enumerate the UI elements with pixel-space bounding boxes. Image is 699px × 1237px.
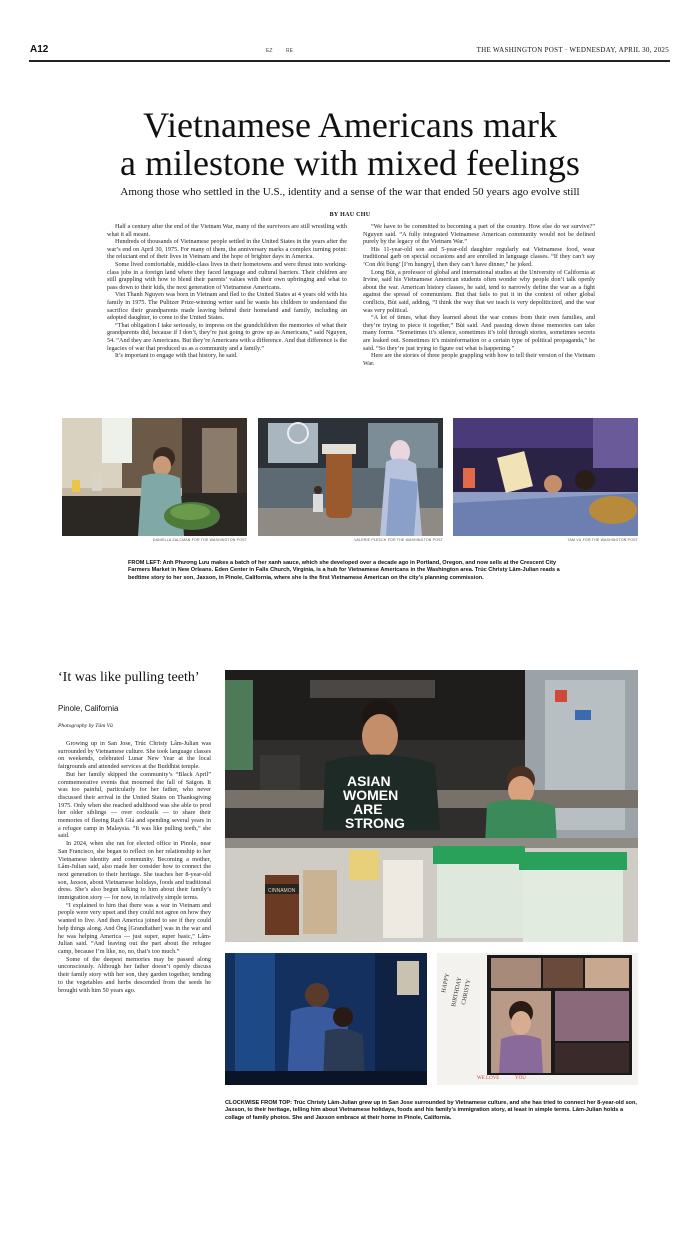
section-photo-credit: Photography by Tâm Vũ <box>58 723 113 729</box>
section-headline: ‘It was like pulling teeth’ <box>58 670 200 685</box>
byline: BY HAU CHU <box>329 212 371 218</box>
paragraph: But her family skipped the community’s “Black April” commemorative events that mourned the fall of Saigon. It was too painful, particularly for her father, who never discussed their arrival in the United States on Thanksgiving 1975. Only when she reached adulthood was she able to prod her older siblings — over cocktails — to share their memories of fleeing Rạch Giá and spending several years in a refugee camp in Malaysia. “It was like pulling teeth,” she said. <box>58 770 211 840</box>
paragraph: Growing up in San Jose, Trúc Christy Lâm-Julian was surrounded by Vietnamese culture. She took language classes on weekends, celebrated Lunar New Year at the local fairgrounds and attended services at the Buddhist temple. <box>58 740 211 771</box>
card-text: HAPPY <box>441 972 452 994</box>
page-number: A12 <box>30 44 49 55</box>
card-text: CHRISTY <box>461 979 473 1006</box>
photo-bedtime-story <box>453 418 638 536</box>
folio-rule <box>29 60 670 62</box>
article-column-1 <box>107 223 347 360</box>
paragraph: Viet Thanh Nguyen was born in Vietnam and fled to the United States at 4 years old with his family in 1975. The Pulitzer Prize-winning writer said he wants his children to understand the sacrifice their grandparents made leaving behind their homeland and family, including an adopted daughter, to come to the United States. <box>107 291 347 322</box>
headline-line-1: Vietnamese Americans mark <box>143 105 557 145</box>
jar-label: CINNAMON <box>268 888 296 894</box>
card-text: YOU <box>515 1076 526 1081</box>
photo-row-caption: FROM LEFT: Anh Phương Lưu makes a batch of her xanh sauce, which she developed over a decade ago in Portland, Oregon, and now sells at the Crescent City Farmers Market in New Orleans. Eden Center in Falls Church, Virginia, is a hub for Vietnamese Americans in the Washington area. Trúc Christy Lâm-Julian reads a bedtime story to her son, Jaxson, in Pinole, California, where she is the first Vietnamese American on the city’s planning commission. <box>128 560 560 581</box>
apron-text: ARE <box>353 801 383 817</box>
paragraph: Hundreds of thousands of Vietnamese people settled in the United States in the years after the war’s end on April 30, 1975. For many of them, the anniversary marks a complex turning point: the reluctant end of their lives in Vietnam and the hope of brighter days in America. <box>107 238 347 261</box>
paragraph: Some of the deepest memories may be passed along unconsciously. Although her father doesn’t openly discuss their family story with her son, they garden together, tending to the vegetables and herbs descended from the seeds he brought with him 50 years ago. <box>58 955 211 994</box>
photo-kitchen-sauce <box>62 418 247 536</box>
paragraph: It’s important to engage with that history, he said. <box>115 352 238 360</box>
photo-kitchen-family <box>225 670 638 942</box>
edition-mark: EZ <box>266 48 273 54</box>
paragraph: Here are the stories of three people grappling with how to tell their version of the Vietnam War. <box>363 352 595 367</box>
edition-mark: RE <box>286 48 293 54</box>
photo-credit: TAM VU FOR THE WASHINGTON POST <box>567 538 638 542</box>
section-column <box>58 740 211 994</box>
headline-line-2: a milestone with mixed feelings <box>120 143 580 183</box>
photo-credit: VALERIE PLESCH FOR THE WASHINGTON POST <box>354 538 443 542</box>
apron-text: ASIAN <box>347 773 391 789</box>
photo-family-collage <box>437 953 638 1085</box>
dek: Among those who settled in the U.S., identity and a sense of the war that ended 50 years ago evolve still <box>120 186 580 198</box>
apron-text: STRONG <box>345 815 405 831</box>
paragraph: His 11-year-old son and 5-year-old daughter regularly eat Vietnamese food, wear traditional garb on special occasions and are enrolled in language classes. “If they can’t say ‘Con đói bụng’ [I’m hungry], then they can’t have dinner,” he joked. <box>363 245 595 268</box>
paragraph: “A lot of times, what they learned about the war comes from their own families, and they’re trying to piece it together,” Bùi said. And passing down those memories can take many forms. “Sometimes it’s silence, sometimes it’s told through stories, sometimes secrets are leaked out. Sometimes it’s misinformation or a certain type of political propaganda,” he said. “So they’re just trying to figure out what is happening.” <box>363 314 595 352</box>
card-text: BIRTHDAY <box>451 976 464 1008</box>
masthead-line: THE WASHINGTON POST · WEDNESDAY, APRIL 30, 2025 <box>476 46 669 54</box>
photo-eden-center <box>258 418 443 536</box>
photo-embrace <box>225 953 427 1085</box>
paragraph: “I explained to him that there was a war in Vietnam and people were very upset and they could not agree on how they wanted to live. And then America joined to see if they could help things along. And Ông [Grandfather] was in the war and he was helping America — just super, super basic,” Lâm-Julian said. “And leaving out the part about the refugee camp, because I’m like, no, no, that’s too much.” <box>58 901 211 955</box>
section-dateline: Pinole, California <box>58 704 119 713</box>
section-caption: CLOCKWISE FROM TOP: Trúc Christy Lâm-Julian grew up in San Jose surrounded by Vietnamese culture, and she has tried to connect her 8-year-old son, Jaxson, to their heritage, telling him about Vietnamese holidays, foods and his family’s immigration story, at least in simple terms. Lâm-Julian holds a collage of family photos. She and Jaxson embrace at their home in Pinole, California. <box>225 1100 637 1121</box>
headline <box>90 106 610 182</box>
card-text: WE LOVE <box>477 1076 500 1081</box>
paragraph: “We have to be committed to becoming a part of the country. How else do we survive?” Nguyen said. “A fully integrated Vietnamese American community would not be defined purely by the legacy of the Vietnam War.” <box>363 223 595 246</box>
photo-credit: DANIELLA ZALCMAN FOR THE WASHINGTON POST <box>152 538 247 542</box>
paragraph: “That obligation I take seriously, to impress on the grandchildren the memories of what their grandparents did, because if I don’t, they’re just going to grow up as Americans,” said Nguyen, 54. “And they are Americans. But they’re Americans with a difference. And that difference is the legacies of war that produced us as a community and a family.” <box>107 321 347 352</box>
paragraph: Half a century after the end of the Vietnam War, many of the survivors are still wrestling with what it all meant. <box>107 223 347 238</box>
paragraph: Long Bùi, a professor of global and international studies at the University of California at Irvine, said his Vietnamese American students often wonder why people don’t talk openly about the war. American history classes, he said, tend to narrowly define the war as a fight against the spread of communism. But that fails to put it in the context of other global conflicts, Bùi said, adding, “I think the way that we teach is very depoliticized, and the war was very political. <box>363 268 595 314</box>
apron-text: WOMEN <box>343 787 399 803</box>
article-column-2 <box>363 223 595 367</box>
paragraph: Some lived comfortable, middle-class lives in their hometowns and were thrust into working-class jobs in a foreign land where they faced language and cultural barriers. Their children are still grappling with how to blend their parents’ values with their own upbringing and what to pass down to their kids, the next generation of Vietnamese Americans. <box>107 260 347 291</box>
paragraph: In 2024, when she ran for elected office in Pinole, near San Francisco, she began to reflect on her relationship to her Vietnamese identity and community. Becoming a mother, Lâm-Julian said, also made her consider how to connect the next generation to their heritage. She teaches her 8-year-old son, Jaxson, about Vietnamese holidays, foods and traditional dress. She’s also begun talking to him about their family’s immigration story — for now, in relatively simple terms. <box>58 840 211 902</box>
